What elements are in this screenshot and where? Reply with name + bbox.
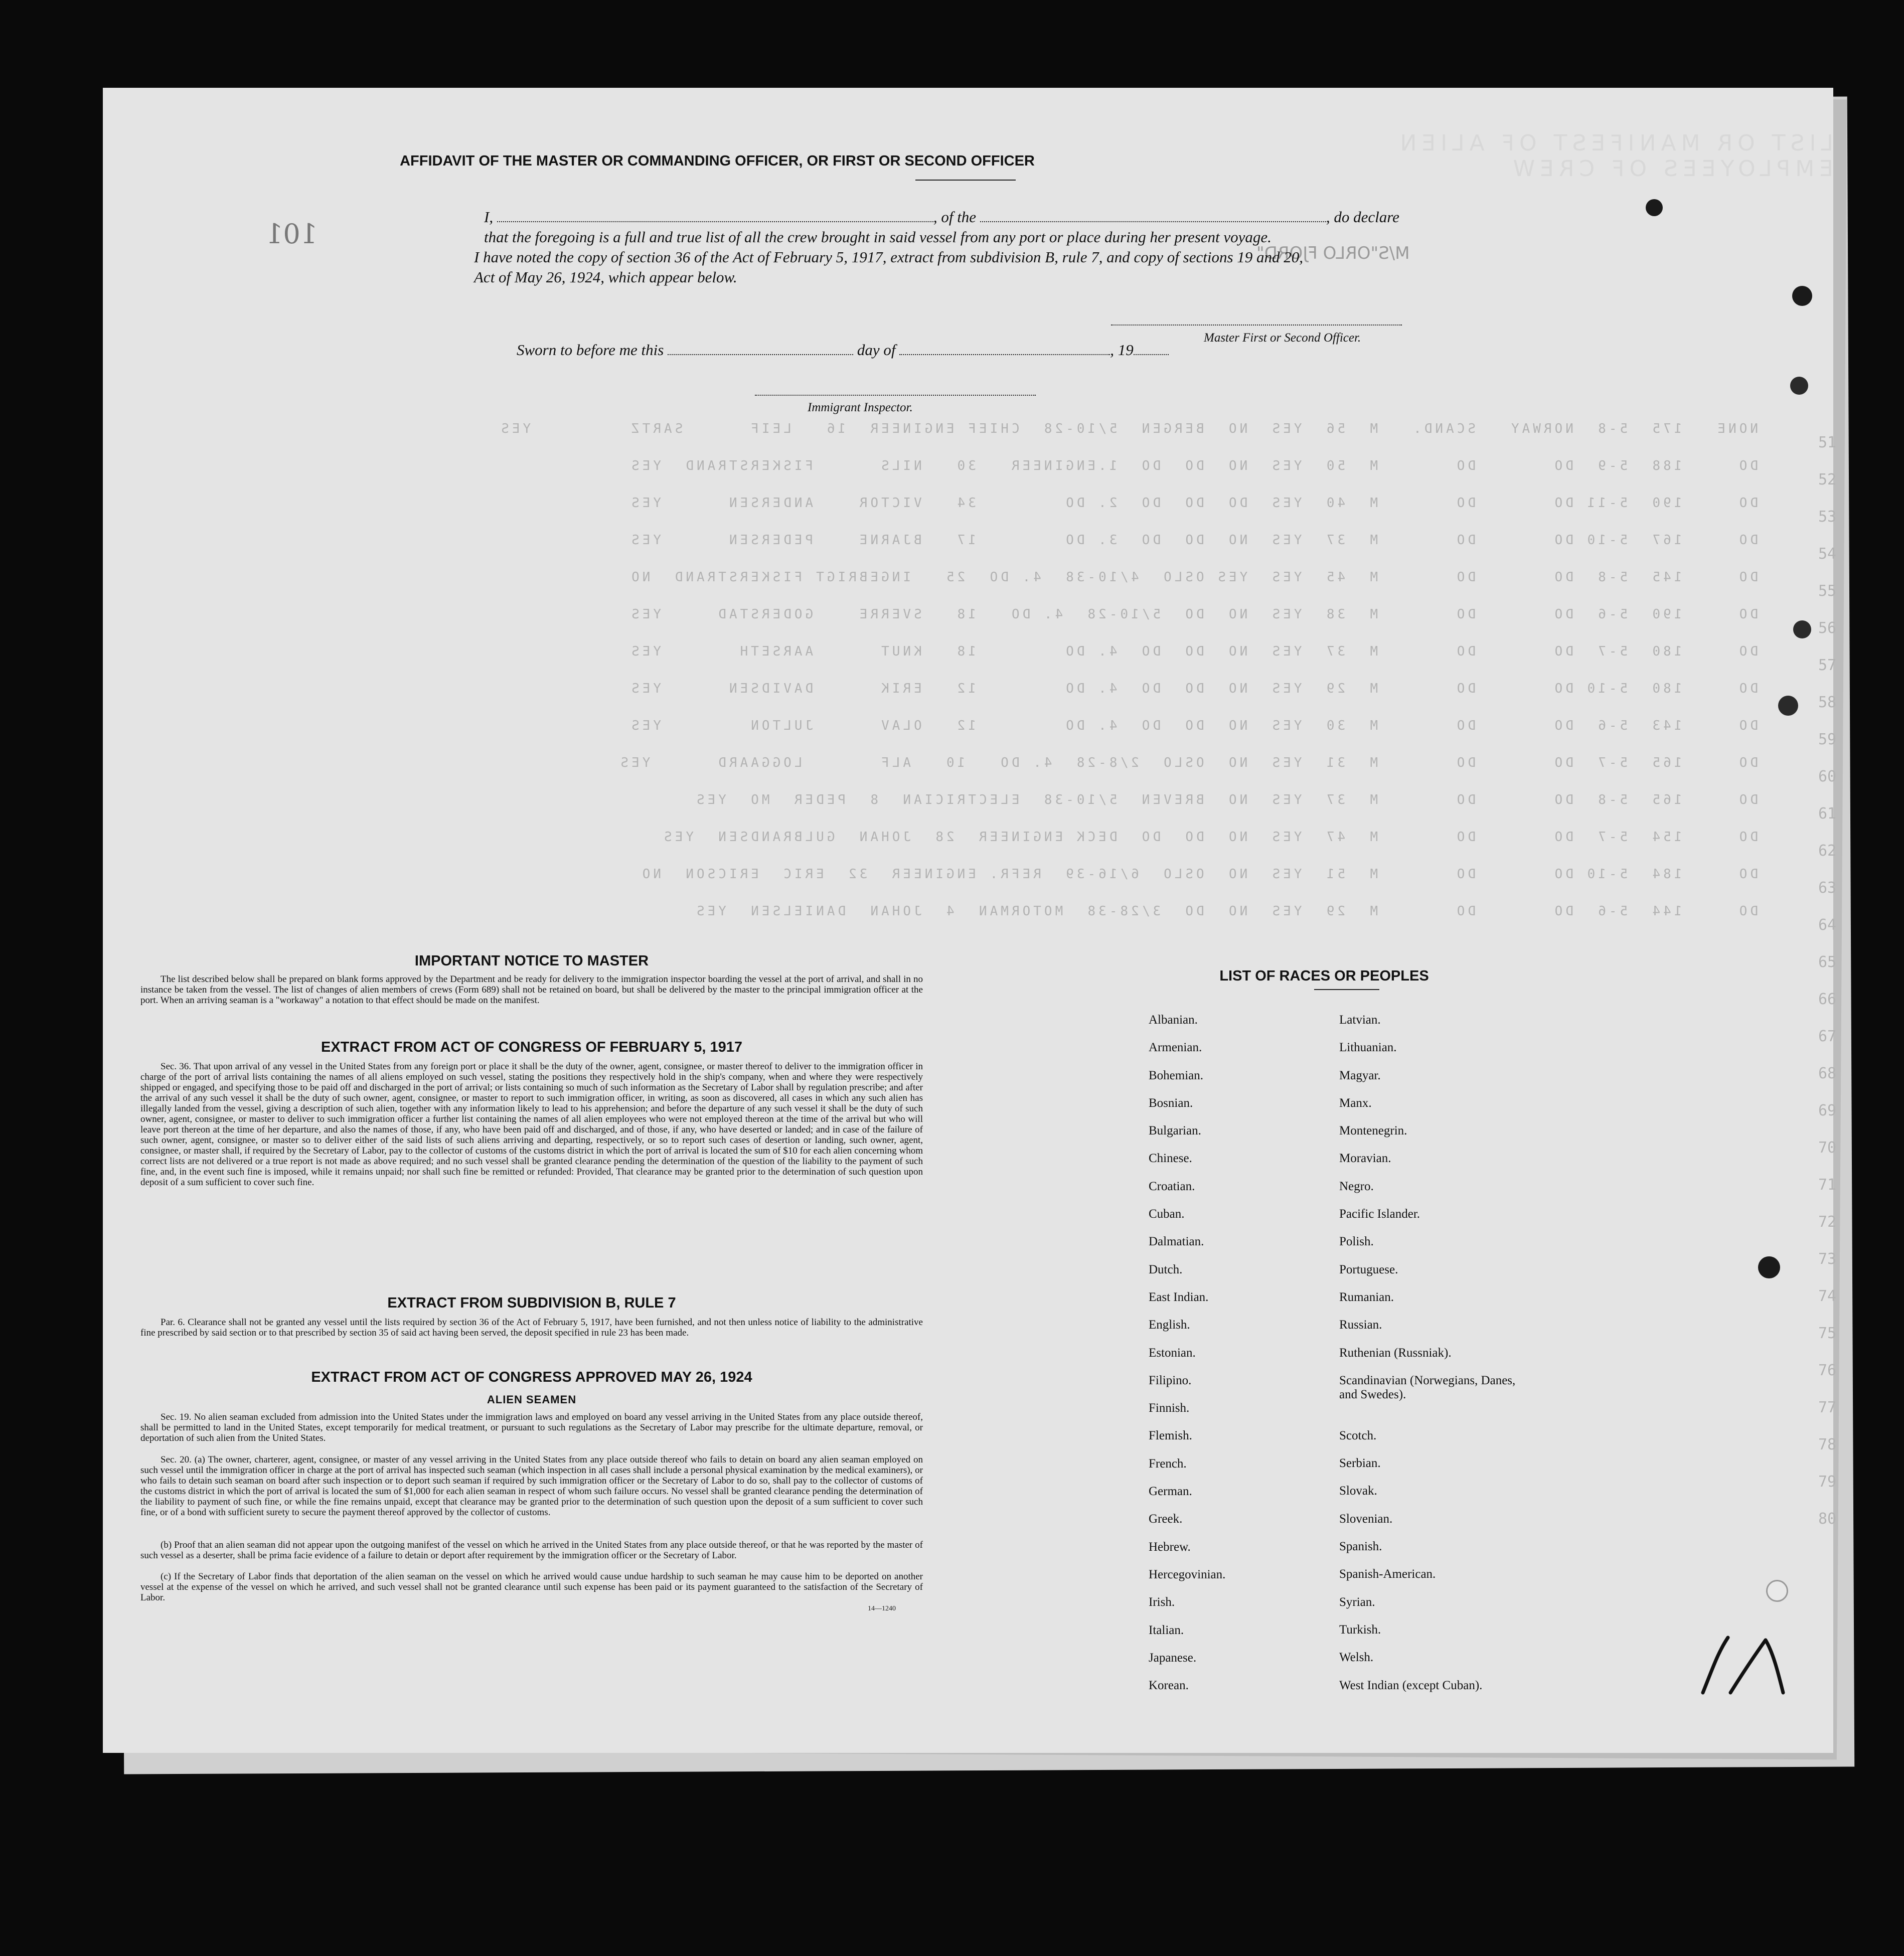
race-item: Portuguese.	[1339, 1262, 1398, 1276]
bleedthrough-line-number: 54	[1818, 545, 1837, 563]
bleedthrough-line-number: 60	[1818, 768, 1837, 785]
race-item: Italian.	[1149, 1623, 1184, 1637]
race-item: Greek.	[1149, 1512, 1183, 1526]
bleedthrough-line-number: 73	[1818, 1250, 1837, 1268]
affidavit-line3: I have noted the copy of section 36 of the Act of February 5, 1917, extract from subdivision B, rule 7, and copy of sections 19 and 20,	[474, 248, 1304, 266]
race-item: Hercegovinian.	[1149, 1567, 1226, 1581]
race-item: Montenegrin.	[1339, 1124, 1407, 1138]
pencil-check-mark	[1683, 1592, 1803, 1713]
bleedthrough-line-number: 62	[1818, 842, 1837, 860]
bleedthrough-row: DO 145 5-8 DO DO M 45 YES YES OSLO 4/10-38 4. DO 25 INGEBRIGT FISKERSTRAND NO	[628, 570, 1758, 585]
bleedthrough-line-number: 61	[1818, 805, 1837, 823]
punch-hole	[1792, 286, 1812, 306]
punch-hole	[1758, 1256, 1780, 1278]
bleedthrough-line-number: 53	[1818, 508, 1837, 526]
bleedthrough-row: DO 167 5-10 DO DO M 37 YES NO DO DO 3. DO 17 BJARNE PEDERSEN YES	[628, 533, 1758, 548]
race-item: East Indian.	[1149, 1290, 1209, 1304]
bleedthrough-line-number: 76	[1818, 1362, 1837, 1379]
bleedthrough-row: DO 143 5-6 DO DO M 30 YES NO DO DO 4. DO 12 OLAV JULTON YES	[628, 718, 1758, 733]
race-item: German.	[1149, 1485, 1192, 1499]
sworn-day-blank[interactable]	[668, 354, 853, 355]
master-signature-line[interactable]	[1111, 324, 1402, 325]
sec19-body: Sec. 19. No alien seaman excluded from admission into the United States under the immigration laws and employed on board any vessel arriving in the United States from any place outside thereof, shall be permitted to land in the United States, except temporarily for medical treatment, or pursuant to such regulations as the Secretary of Labor may prescribe for the ultimate departure, removal, or deportation of such alien from the United States.	[140, 1412, 923, 1443]
alien-seamen-subheading: ALIEN SEAMEN	[487, 1393, 577, 1406]
punch-hole	[1778, 696, 1798, 716]
vessel-name-blank[interactable]	[980, 221, 1326, 222]
bleedthrough-line-number: 78	[1818, 1436, 1837, 1453]
race-item: Hebrew.	[1149, 1540, 1191, 1554]
race-item: Syrian.	[1339, 1595, 1375, 1609]
race-item: Cuban.	[1149, 1207, 1185, 1221]
master-caption: Master First or Second Officer.	[1204, 331, 1361, 345]
race-item: Korean.	[1149, 1679, 1189, 1693]
bleedthrough-line-number: 74	[1818, 1287, 1837, 1305]
affidavit-line2: that the foregoing is a full and true list of all the crew brought in said vessel from any port or place during her present voyage.	[484, 228, 1272, 246]
document-page	[103, 88, 1837, 1753]
sec20a-body: Sec. 20. (a) The owner, charterer, agent, consignee, or master of any vessel arriving in the United States from any place outside thereof who fails to detain on board any alien seaman employed on such vessel until the immigration officer in charge at the port of arrival has inspected such seaman (which inspection in all cases shall include a personal physical examination by the medical examiners), or who fails to detain such seaman on board after such inspection or to deport such seaman if required by such immigration officer or the Secretary of Labor to do so, shall pay to the collector of customs of the customs district in which the port of arrival is located the sum of $1,000 for each alien seaman in respect of whom such failure occurs. No vessel shall be granted clearance pending the determination of the liability to payment of such fine, or while the fine remains unpaid, except that clearance may be granted prior to the determination of such question upon the deposit of a sum sufficient to cover such fine, or of a bond with sufficient surety to secure the payment thereof approved by the collector of customs.	[140, 1454, 923, 1518]
bleedthrough-row: DO 165 5-8 DO DO M 37 YES NO BREVEN 5/10-38 ELECTRICIAN 8 PEDER MO YES	[693, 792, 1758, 807]
race-item: Bohemian.	[1149, 1068, 1204, 1082]
race-item: English.	[1149, 1318, 1190, 1332]
bleedthrough-line-number: 75	[1818, 1325, 1837, 1342]
rule7-heading: EXTRACT FROM SUBDIVISION B, RULE 7	[387, 1295, 676, 1311]
race-item: Scandinavian (Norwegians, Danes, and Swedes).	[1339, 1373, 1516, 1401]
race-item: Moravian.	[1339, 1152, 1391, 1166]
bleedthrough-row: DO 184 5-10 DO DO M 51 YES NO OSLO 6/16-39 REFR. ENGINEER 32 ERIC ERICSON NO	[639, 867, 1758, 882]
extract-1917-heading: EXTRACT FROM ACT OF CONGRESS OF FEBRUARY 5, 1917	[321, 1039, 743, 1055]
race-item: Lithuanian.	[1339, 1041, 1397, 1055]
bleedthrough-line-number: 69	[1818, 1102, 1837, 1119]
race-item: Russian.	[1339, 1318, 1382, 1332]
bleedthrough-line-number: 66	[1818, 991, 1837, 1008]
race-item: Chinese.	[1149, 1152, 1192, 1166]
race-item: Flemish.	[1149, 1429, 1192, 1443]
bleedthrough-line-number: 71	[1818, 1176, 1837, 1194]
race-item: Dalmatian.	[1149, 1235, 1204, 1249]
bleedthrough-line-number: 55	[1818, 582, 1837, 600]
race-item: Welsh.	[1339, 1651, 1374, 1665]
bleedthrough-line-number: 80	[1818, 1510, 1837, 1528]
race-item: Irish.	[1149, 1595, 1175, 1609]
affidavit-do-declare: , do declare	[1326, 208, 1399, 226]
bleedthrough-line-number: 77	[1818, 1399, 1837, 1416]
race-item: Croatian.	[1149, 1179, 1195, 1193]
year-label: , 19	[1110, 341, 1134, 359]
master-name-blank[interactable]	[497, 221, 933, 222]
race-item: French.	[1149, 1456, 1187, 1471]
sworn-year-blank[interactable]	[1134, 354, 1169, 355]
rule7-body: Par. 6. Clearance shall not be granted any vessel until the lists required by section 36 of the Act of February 5, 1917, have been furnished, and not then unless notice of liability to the administrative fine prescribed by said section or to that prescribed by section 35 of said act having been served, the deposit specified in rule 23 has been made.	[140, 1317, 923, 1338]
day-of-label: day of	[857, 341, 896, 359]
inspector-caption: Immigrant Inspector.	[808, 401, 913, 414]
bleedthrough-line-number: 63	[1818, 879, 1837, 897]
bleedthrough-line-number: 67	[1818, 1028, 1837, 1045]
bleedthrough-line-number: 68	[1818, 1065, 1837, 1082]
race-item: Turkish.	[1339, 1622, 1381, 1637]
bleedthrough-row: DO 180 5-10 DO DO M 29 YES NO DO DO 4. DO 12 ERIK DAVIDSEN YES	[628, 681, 1758, 696]
race-item: Serbian.	[1339, 1456, 1381, 1471]
sworn-label: Sworn to before me this	[517, 341, 664, 359]
affidavit-i-label: I,	[484, 208, 494, 226]
affidavit-heading: AFFIDAVIT OF THE MASTER OR COMMANDING OFFICER, OR FIRST OR SECOND OFFICER	[400, 153, 1035, 169]
race-item: Spanish.	[1339, 1540, 1382, 1554]
bleedthrough-line-number: 64	[1818, 916, 1837, 934]
race-item: Bosnian.	[1149, 1096, 1193, 1110]
race-item: Bulgarian.	[1149, 1124, 1201, 1138]
punch-hole	[1790, 377, 1808, 395]
race-item: Rumanian.	[1339, 1290, 1394, 1304]
heading-rule	[915, 180, 1016, 181]
bleedthrough-line-number: 65	[1818, 953, 1837, 971]
race-item: Slovenian.	[1339, 1512, 1393, 1526]
race-item: Ruthenian (Russniak).	[1339, 1346, 1452, 1360]
bleedthrough-line-number: 59	[1818, 731, 1837, 748]
notice-heading: IMPORTANT NOTICE TO MASTER	[414, 953, 649, 969]
bleedthrough-line-number: 52	[1818, 471, 1837, 488]
bleedthrough-line-number: 57	[1818, 657, 1837, 674]
handwritten-page-number: 101	[266, 218, 318, 250]
sworn-month-blank[interactable]	[899, 354, 1110, 355]
race-item: Negro.	[1339, 1179, 1374, 1193]
race-item: Estonian.	[1149, 1346, 1196, 1360]
bleedthrough-line-number: 56	[1818, 619, 1837, 637]
bleedthrough-line-number: 58	[1818, 694, 1837, 711]
races-rule	[1314, 989, 1379, 990]
bleedthrough-row: DO 144 5-6 DO DO M 29 YES NO DO 3/28-38 MOTORMAN 4 JOHAN DANIELSEN YES	[693, 904, 1758, 919]
bleedthrough-row: DO 165 5-7 DO DO M 31 YES NO OSLO 2/8-28 4. DO 10 ALF LOGGAARD YES	[617, 755, 1758, 770]
legal-text-column	[140, 953, 923, 1735]
race-item: Pacific Islander.	[1339, 1207, 1420, 1221]
bleedthrough-row: DO 188 5-9 DO DO M 50 YES NO DO DO 1.ENGINEER 30 NILS FISKERSTRAND YES	[628, 458, 1758, 473]
bleedthrough-title: LIST OR MANIFEST OF ALIEN EMPLOYEES OF CREW	[1395, 130, 1833, 182]
race-item: Albanian.	[1149, 1013, 1198, 1027]
bleedthrough-line-number: 70	[1818, 1139, 1837, 1157]
bleedthrough-vessel: M/S"ORLO FJORD"	[1256, 243, 1410, 263]
race-item: Polish.	[1339, 1235, 1374, 1249]
bleedthrough-row: DO 154 5-7 DO DO M 47 YES NO DO DO DECK ENGINEER 28 JOHAN GULBRANDSEN YES	[661, 830, 1758, 845]
punch-hole	[1646, 199, 1663, 216]
bleedthrough-row: NONE 175 5-8 NORWAY SCAND. M 56 YES NO BERGEN 5/10-28 CHIEF ENGINEER 16 LEIF SARTZ YES	[498, 421, 1758, 436]
race-item: Finnish.	[1149, 1401, 1190, 1415]
extract-1924-heading: EXTRACT FROM ACT OF CONGRESS APPROVED MAY 26, 1924	[311, 1369, 752, 1385]
race-item: Latvian.	[1339, 1013, 1381, 1027]
inspector-signature-line[interactable]	[755, 395, 1036, 396]
extract-1917-body: Sec. 36. That upon arrival of any vessel in the United States from any foreign port or place it shall be the duty of the owner, agent, consignee, or master thereof to deliver to the immigration officer in charge of the port of arrival lists containing the names of all aliens employed on such vessel, stating the positions they respectively hold in the ship's company, when and where they were respectively shipped or engaged, and specifying those to be paid off and discharged in the port of arrival; or lists containing so much of such information as the Secretary of Labor shall by regulation prescribe; and after the arrival of any such vessel it shall be the duty of such owner, agent, consignee, or master to report to such immigration officer, in writing, as soon as discovered, all cases in which any such alien has illegally landed from the vessel, giving a description of such alien, together with any information likely to lead to his apprehension; and before the departure of any such vessel it shall be the duty of such owner, agent, consignee, or master to deliver to such immigration officer a further list containing the names of all alien employees who were not employed thereon at the time of the arrival but who will leave port thereon at the time of her departure, and also the names of those, if any, who have been paid off and discharged, and of those, if any, who have deserted or landed; and in case of the failure of such owner, agent, consignee, or master so to deliver either of the said lists of such aliens arriving and departing, respectively, or so to report such cases of desertion or landing, such owner, agent, consignee, or master shall, if required by the Secretary of Labor, pay to the collector of customs of the customs district in which the port of arrival is located the sum of $10 for each alien concerning whom correct lists are not delivered or a true report is not made as above required; and no such vessel shall be granted clearance pending the determination of the question of the liability to the payment of such fine, and, in the event such fine is imposed, while it remains unpaid; nor shall such fine be remitted or refunded: Provided, That clearance may be granted prior to the determination of such question upon deposit of a sum sufficient to cover such fine.	[140, 1061, 923, 1188]
bleedthrough-line-number: 79	[1818, 1473, 1837, 1491]
bleedthrough-row: DO 190 5-6 DO DO M 38 YES NO DO 5/10-28 4. DO 18 SVERRE GODERSTAD YES	[628, 607, 1758, 622]
race-item: Slovak.	[1339, 1484, 1377, 1498]
sec20b-body: (b) Proof that an alien seaman did not appear upon the outgoing manifest of the vessel on which he arrived in the United States from any place outside thereof, or that he was reported by the master of such vessel as a deserter, shall be prima facie evidence of a failure to detain or deport after requirement by the immigration officer or the Secretary of Labor.	[140, 1540, 923, 1561]
race-item: Dutch.	[1149, 1262, 1183, 1276]
form-number: 14—1240	[868, 1605, 896, 1612]
bleedthrough-row: DO 190 5-11 DO DO M 40 YES DO DO DO 2. DO 34 VICTOR ANDERSEN YES	[628, 496, 1758, 511]
punch-hole	[1793, 620, 1811, 638]
affidavit-of-the: , of the	[933, 208, 977, 226]
race-item: Armenian.	[1149, 1041, 1202, 1055]
race-item: Manx.	[1339, 1096, 1372, 1110]
races-right-column	[1339, 1013, 1530, 1706]
affidavit-line4: Act of May 26, 1924, which appear below.	[474, 268, 737, 286]
sec20c-body: (c) If the Secretary of Labor finds that deportation of the alien seaman on the vessel on which he arrived would cause undue hardship to such seaman he may cause him to be deported on another vessel at the expense of the vessel on which he arrived, and such vessel shall not be granted clearance until such expense has been paid or its payment guaranteed to the satisfaction of the Secretary of Labor.	[140, 1571, 923, 1603]
race-item: West Indian (except Cuban).	[1339, 1678, 1483, 1692]
race-item: Filipino.	[1149, 1373, 1192, 1387]
race-item: Spanish-American.	[1339, 1567, 1436, 1581]
race-item: Scotch.	[1339, 1428, 1377, 1442]
bleedthrough-line-number: 72	[1818, 1213, 1837, 1231]
race-item: Magyar.	[1339, 1068, 1381, 1082]
race-item: Japanese.	[1149, 1651, 1197, 1665]
races-left-column	[1149, 1013, 1225, 1706]
bleedthrough-row: DO 180 5-7 DO DO M 37 YES NO DO DO 4. DO 18 KNUT AARSETH YES	[628, 644, 1758, 659]
bleedthrough-line-number: 51	[1818, 434, 1837, 451]
notice-body: The list described below shall be prepared on blank forms approved by the Department and be ready for delivery to the immigration inspector boarding the vessel at the port of arrival, and shall in no instance be taken from the vessel. The list of changes of alien members of crews (Form 689) shall not be retained on board, but shall be delivered by the master to the principal immigration officer at the port. When an arriving seaman is a "workaway" a notation to that effect should be made on the manifest.	[140, 974, 923, 1006]
races-heading: LIST OF RACES OR PEOPLES	[1219, 968, 1429, 984]
